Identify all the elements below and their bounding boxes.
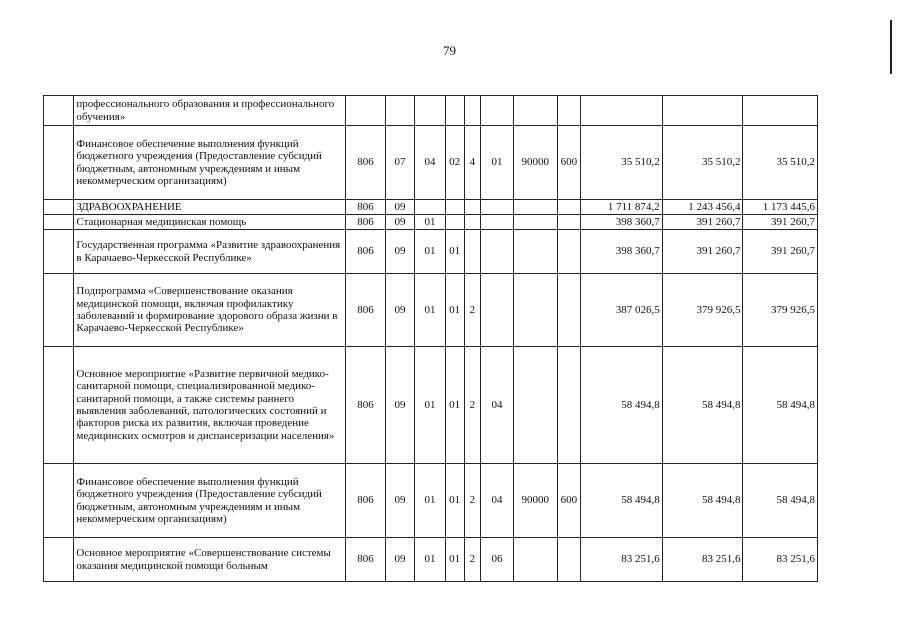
section-code: 09 xyxy=(385,347,414,464)
program-code xyxy=(445,96,464,126)
section-code: 09 xyxy=(385,200,414,215)
sum-year-3: 83 251,6 xyxy=(743,538,818,582)
subsection-code: 01 xyxy=(415,347,445,464)
sum-year-2: 58 494,8 xyxy=(662,347,743,464)
grbs-code: 806 xyxy=(346,274,386,347)
sum-year-2: 58 494,8 xyxy=(662,464,743,538)
direction-code xyxy=(513,200,557,215)
row-name: Стационарная медицинская помощь xyxy=(74,215,346,230)
sum-year-1: 1 711 874,2 xyxy=(580,200,662,215)
sum-year-3: 1 173 445,6 xyxy=(743,200,818,215)
subsection-code: 01 xyxy=(415,230,445,274)
expense-type-code xyxy=(557,274,580,347)
sum-year-3: 391 260,7 xyxy=(743,230,818,274)
sum-year-3 xyxy=(743,96,818,126)
row-number-cell xyxy=(44,200,74,215)
sum-year-3: 35 510,2 xyxy=(743,126,818,200)
subprogram-code xyxy=(464,96,481,126)
row-name: Финансовое обеспечение выполнения функций бюджетного учреждения (Предоставление субсидий бюджетным, автономным учреждениям и иным некоммерческим организациям) xyxy=(74,464,346,538)
table-row xyxy=(44,126,818,200)
grbs-code: 806 xyxy=(346,538,386,582)
program-code: 01 xyxy=(445,274,464,347)
table-row xyxy=(44,200,818,215)
expense-type-code xyxy=(557,230,580,274)
row-name: Основное мероприятие «Совершенствование системы оказания медицинской помощи больным xyxy=(74,538,346,582)
row-name: Государственная программа «Развитие здравоохранения в Карачаево-Черкесской Республике» xyxy=(74,230,346,274)
row-name: профессионального образования и профессионального обучения» xyxy=(74,96,346,126)
subprogram-code: 2 xyxy=(464,464,481,538)
section-code xyxy=(385,96,414,126)
row-name: Основное мероприятие «Развитие первичной медико-санитарной помощи, специализированной медико-санитарной помощи, а также системы раннего выявления заболеваний, патологических состояний и факторов риска их развития, включая проведение медицинских осмотров и диспансеризации населения» xyxy=(74,347,346,464)
table-row xyxy=(44,464,818,538)
table-row xyxy=(44,538,818,582)
direction-code xyxy=(513,274,557,347)
table-row xyxy=(44,347,818,464)
section-code: 09 xyxy=(385,274,414,347)
subsection-code xyxy=(415,200,445,215)
sum-year-2: 391 260,7 xyxy=(662,230,743,274)
sum-year-1: 83 251,6 xyxy=(580,538,662,582)
direction-code: 90000 xyxy=(513,464,557,538)
program-code: 01 xyxy=(445,230,464,274)
subsection-code: 01 xyxy=(415,215,445,230)
row-name: ЗДРАВООХРАНЕНИЕ xyxy=(74,200,346,215)
program-code: 02 xyxy=(445,126,464,200)
expense-type-code xyxy=(557,96,580,126)
sum-year-2: 35 510,2 xyxy=(662,126,743,200)
sum-year-2 xyxy=(662,96,743,126)
sum-year-2: 83 251,6 xyxy=(662,538,743,582)
program-code xyxy=(445,215,464,230)
grbs-code: 806 xyxy=(346,126,386,200)
sum-year-1: 387 026,5 xyxy=(580,274,662,347)
grbs-code: 806 xyxy=(346,230,386,274)
table-row xyxy=(44,230,818,274)
budget-table xyxy=(43,95,818,582)
activity-code: 04 xyxy=(481,347,514,464)
subprogram-code: 2 xyxy=(464,274,481,347)
row-name: Финансовое обеспечение выполнения функций бюджетного учреждения (Предоставление субсидий бюджетным, автономным учреждениям и иным некоммерческим организациям) xyxy=(74,126,346,200)
row-number-cell xyxy=(44,96,74,126)
grbs-code xyxy=(346,96,386,126)
grbs-code: 806 xyxy=(346,464,386,538)
row-number-cell xyxy=(44,274,74,347)
direction-code xyxy=(513,347,557,464)
subsection-code: 01 xyxy=(415,274,445,347)
row-number-cell xyxy=(44,230,74,274)
activity-code xyxy=(481,274,514,347)
table-row xyxy=(44,215,818,230)
activity-code xyxy=(481,96,514,126)
section-code: 09 xyxy=(385,215,414,230)
program-code xyxy=(445,200,464,215)
subprogram-code xyxy=(464,230,481,274)
section-code: 09 xyxy=(385,464,414,538)
subsection-code: 01 xyxy=(415,538,445,582)
sum-year-1: 58 494,8 xyxy=(580,347,662,464)
subprogram-code: 2 xyxy=(464,347,481,464)
section-code: 09 xyxy=(385,230,414,274)
direction-code: 90000 xyxy=(513,126,557,200)
row-number-cell xyxy=(44,215,74,230)
section-code: 09 xyxy=(385,538,414,582)
expense-type-code xyxy=(557,538,580,582)
row-name: Подпрограмма «Совершенствование оказания медицинской помощи, включая профилактику заболеваний и формирование здорового образа жизни в Карачаево-Черкесской Республике» xyxy=(74,274,346,347)
direction-code xyxy=(513,215,557,230)
subprogram-code: 4 xyxy=(464,126,481,200)
sum-year-2: 1 243 456,4 xyxy=(662,200,743,215)
program-code: 01 xyxy=(445,538,464,582)
direction-code xyxy=(513,538,557,582)
subsection-code: 01 xyxy=(415,464,445,538)
table-row xyxy=(44,96,818,126)
sum-year-3: 58 494,8 xyxy=(743,464,818,538)
activity-code: 01 xyxy=(481,126,514,200)
grbs-code: 806 xyxy=(346,215,386,230)
activity-code xyxy=(481,230,514,274)
direction-code xyxy=(513,230,557,274)
table-row xyxy=(44,274,818,347)
expense-type-code: 600 xyxy=(557,464,580,538)
program-code: 01 xyxy=(445,464,464,538)
sum-year-3: 391 260,7 xyxy=(743,215,818,230)
activity-code xyxy=(481,200,514,215)
row-number-cell xyxy=(44,464,74,538)
scan-edge-mark xyxy=(890,20,892,74)
sum-year-1: 35 510,2 xyxy=(580,126,662,200)
subprogram-code xyxy=(464,215,481,230)
activity-code xyxy=(481,215,514,230)
page-number: 79 xyxy=(443,43,456,58)
sum-year-2: 391 260,7 xyxy=(662,215,743,230)
sum-year-3: 379 926,5 xyxy=(743,274,818,347)
grbs-code: 806 xyxy=(346,347,386,464)
sum-year-2: 379 926,5 xyxy=(662,274,743,347)
expense-type-code xyxy=(557,347,580,464)
row-number-cell xyxy=(44,126,74,200)
expense-type-code: 600 xyxy=(557,126,580,200)
expense-type-code xyxy=(557,200,580,215)
program-code: 01 xyxy=(445,347,464,464)
subsection-code: 04 xyxy=(415,126,445,200)
row-number-cell xyxy=(44,347,74,464)
sum-year-1 xyxy=(580,96,662,126)
grbs-code: 806 xyxy=(346,200,386,215)
direction-code xyxy=(513,96,557,126)
section-code: 07 xyxy=(385,126,414,200)
sum-year-1: 58 494,8 xyxy=(580,464,662,538)
sum-year-3: 58 494,8 xyxy=(743,347,818,464)
subprogram-code xyxy=(464,200,481,215)
sum-year-1: 398 360,7 xyxy=(580,215,662,230)
sum-year-1: 398 360,7 xyxy=(580,230,662,274)
activity-code: 06 xyxy=(481,538,514,582)
activity-code: 04 xyxy=(481,464,514,538)
row-number-cell xyxy=(44,538,74,582)
subprogram-code: 2 xyxy=(464,538,481,582)
subsection-code xyxy=(415,96,445,126)
expense-type-code xyxy=(557,215,580,230)
